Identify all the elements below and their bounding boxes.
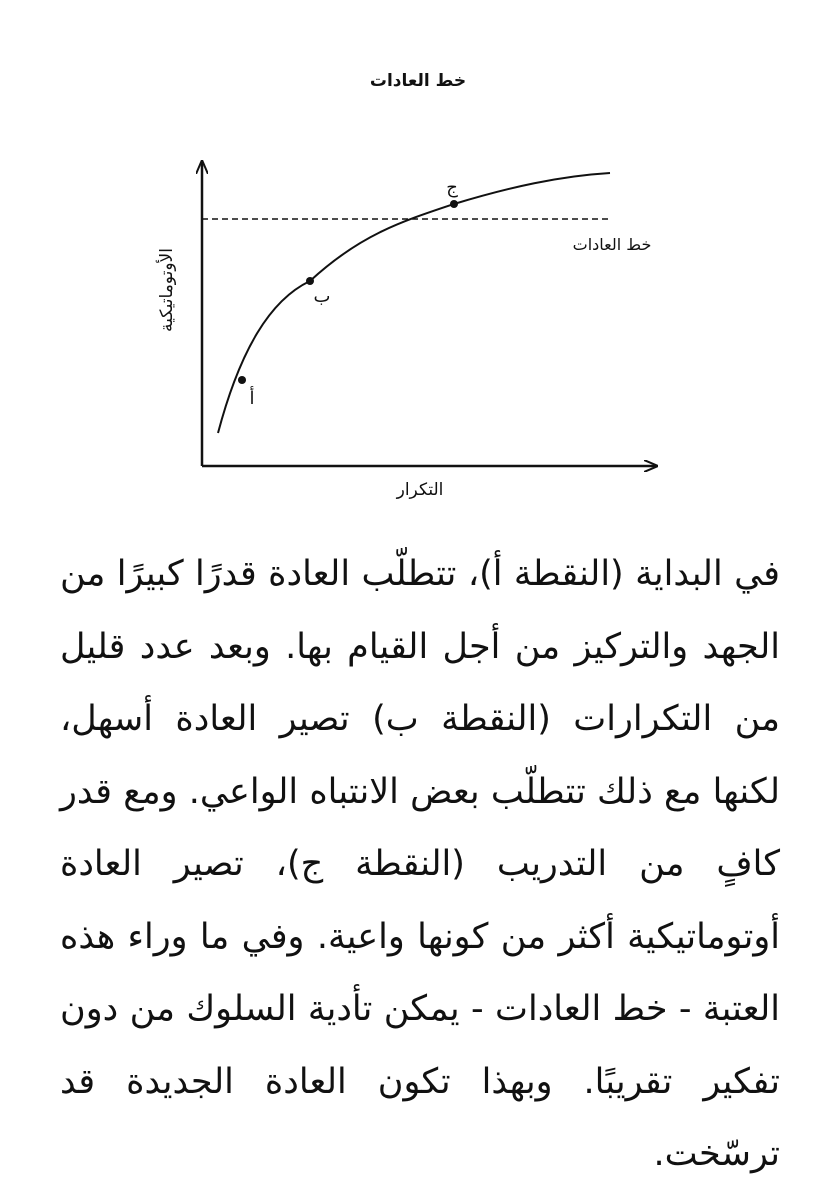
point-c-label: ج — [446, 177, 458, 198]
threshold-label: خط العادات — [572, 235, 652, 254]
point-a-marker — [238, 376, 246, 384]
y-axis-label: الأوتوماتيكية — [157, 248, 177, 332]
figure-title: خط العادات — [369, 71, 467, 91]
point-b-label: ب — [313, 286, 331, 307]
x-axis-label: التكرار — [396, 480, 444, 500]
point-a-label: أ — [249, 388, 255, 409]
automaticity-curve — [218, 173, 610, 433]
point-c-marker — [450, 200, 458, 208]
explanation-paragraph: في البداية (النقطة أ)، تتطلّب العادة قدرًا كبيرًا من الجهد والتركيز من أجل القيام بها. وبعد عدد قليل من التكرارات (النقطة ب) تصير العادة أسهل، لكنها مع ذلك تتطلّب بعض الانتباه الواعي. ومع قدر كافٍ من التدريب (النقطة ج)، تصير العادة أوتوماتيكية أكثر من كونها واعية. وفي ما وراء هذه العتبة - خط العادات - يمكن تأدية السلوك من دون تفكير تقريبًا. وبهذا تكون العادة الجديدة قد ترسّخت. — [60, 554, 780, 1174]
point-b-marker — [306, 277, 314, 285]
habit-line-diagram — [0, 0, 838, 520]
